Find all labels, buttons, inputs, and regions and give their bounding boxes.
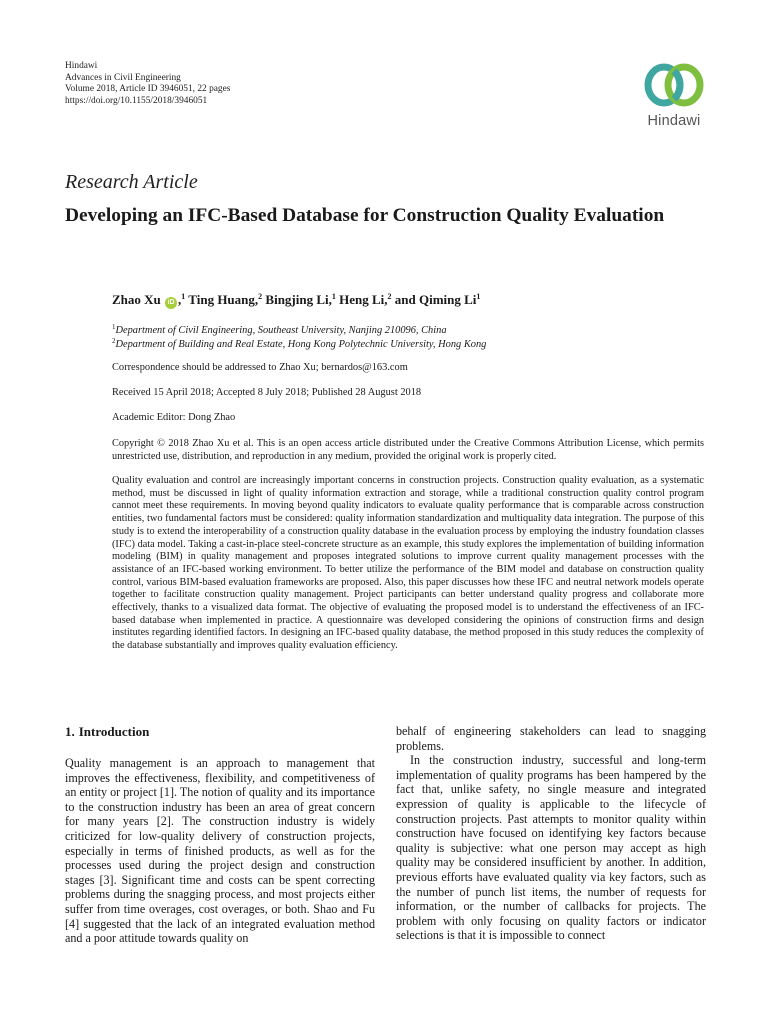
affiliation-sup: 1 [112, 323, 116, 331]
left-column [65, 724, 375, 946]
author-sup: 2 [387, 292, 392, 301]
paragraph: In the construction industry, successful and long-term implementation of quality programs has been hampered by the fact that, unlike safety, no single measure and integrated expression of quality is applicable to the lifecycle of construction projects. Past attempts to monitor quality within construction have focused on identifying key factors because quality is subjective: what one person may accept as high quality may be considered insufficient by another. In addition, previous efforts have evaluated quality via key factors, such as the number of punch list items, the number of requests for information, or the number of callbacks for projects. The problem with only focusing on quality factors or indicator selections is that it is impossible to connect [396, 753, 706, 943]
hindawi-logo-icon [642, 60, 706, 110]
right-column [396, 724, 706, 943]
section-title: Introduction [78, 724, 150, 739]
correspondence: Correspondence should be addressed to Zhao Xu; bernardos@163.com [112, 362, 408, 373]
author-sup: 2 [258, 292, 263, 301]
abstract: Quality evaluation and control are increasingly important concerns in construction projects. Construction quality evaluation, as a systematic method, must be discussed in light of quality information extraction and storage, while a traditional construction quality control program cannot meet these requirements. In moving beyond quality indicators to evaluate quality performance that is comparable across construction entities, two fundamental factors must be considered: quality information standardization and multiquality data integration. The purpose of this study is to extend the interoperability of a construction quality database in the evaluation process by employing the industry foundation classes (IFC) data model. Taking a cast-in-place steel-concrete structure as an example, this study explores the implementation of building information modeling (BIM) in quality management and proposes integrated solutions to improve current quality management processes with the assistance of an IFC-based working environment. To better utilize the performance of the BIM model and database on construction quality control, various BIM-based evaluation frameworks are proposed. Also, this paper discusses how these IFC and neutral network models operate together to facilitate construction quality management. Project participants can better understand quality progress and collaborate more effectively, thanks to a visualized data format. The objective of evaluating the proposed model is to understand the effectiveness of an IFC-based database when implemented in practice. A questionnaire was developed considering the opinions of construction firms and design institutes regarding identified factors. In designing an IFC-based quality database, the method proposed in this study reduces the complexity of the database substantially and improves quality evaluation efficiency. [112, 475, 704, 652]
article-type: Research Article [65, 171, 198, 193]
doi-link[interactable]: https://doi.org/10.1155/2018/3946051 [65, 95, 208, 106]
author-name[interactable]: Heng Li, [339, 292, 388, 307]
author-name[interactable]: Zhao Xu [112, 292, 161, 307]
affiliation [112, 337, 486, 350]
copyright-notice: Copyright © 2018 Zhao Xu et al. This is an open access article distributed under the Creative Commons Attribution License, which permits unrestricted use, distribution, and reproduction in any medium, provided the original work is properly cited. [112, 438, 704, 463]
author-name[interactable]: and Qiming Li [394, 292, 477, 307]
academic-editor: Academic Editor: Dong Zhao [112, 412, 236, 423]
affiliation [112, 323, 447, 336]
author-name[interactable]: Ting Huang, [188, 292, 259, 307]
journal-name: Advances in Civil Engineering [65, 72, 181, 83]
hindawi-logo [634, 60, 714, 136]
affiliation-text: Department of Building and Real Estate, Hong Kong Polytechnic University, Hong Kong [115, 339, 487, 350]
paragraph: Quality management is an approach to management that improves the effectiveness, flexibility, and competitiveness of an entity or project [1]. The notion of quality and its importance to the construction industry has been an area of great concern for many years [2]. The construction industry is widely criticized for low-quality delivery of construction projects, especially in terms of finished products, as well as for the processes used during the project design and construction stages [3]. Significant time and costs can be spent correcting problems during the snagging process, and most projects either suffer from time overages, cost overages, or both. Shao and Fu [4] suggested that the lack of an integrated evaluation method and a poor attitude towards quality on [65, 756, 375, 946]
paragraph: behalf of engineering stakeholders can lead to snagging problems. [396, 724, 706, 753]
hindawi-logo-text: Hindawi [647, 113, 701, 129]
section-number: 1. [65, 724, 75, 739]
author-sup: 1 [181, 292, 186, 301]
publication-dates: Received 15 April 2018; Accepted 8 July 2018; Published 28 August 2018 [112, 387, 422, 398]
journal-meta [65, 61, 230, 107]
affiliation-text: Department of Civil Engineering, Southeast University, Nanjing 210096, China [115, 325, 447, 336]
author-sup: 1 [476, 292, 481, 301]
article-title: Developing an IFC-Based Database for Construction Quality Evaluation [65, 205, 665, 226]
volume-line: Volume 2018, Article ID 3946051, 22 pages [65, 84, 231, 95]
orcid-icon[interactable]: iD [165, 297, 177, 309]
affiliation-sup: 2 [112, 337, 116, 345]
publisher-name: Hindawi [65, 61, 98, 71]
section-heading [65, 724, 375, 740]
author-list: Zhao Xu iD ,$^1$ Ting Huang,$^2$ Bingjing Li,$^1$ Heng Li,$^2$ and Qiming Li$^1$ [112, 292, 481, 307]
author-sup: 1 [331, 292, 336, 301]
author-name[interactable]: Bingjing Li, [265, 292, 332, 307]
